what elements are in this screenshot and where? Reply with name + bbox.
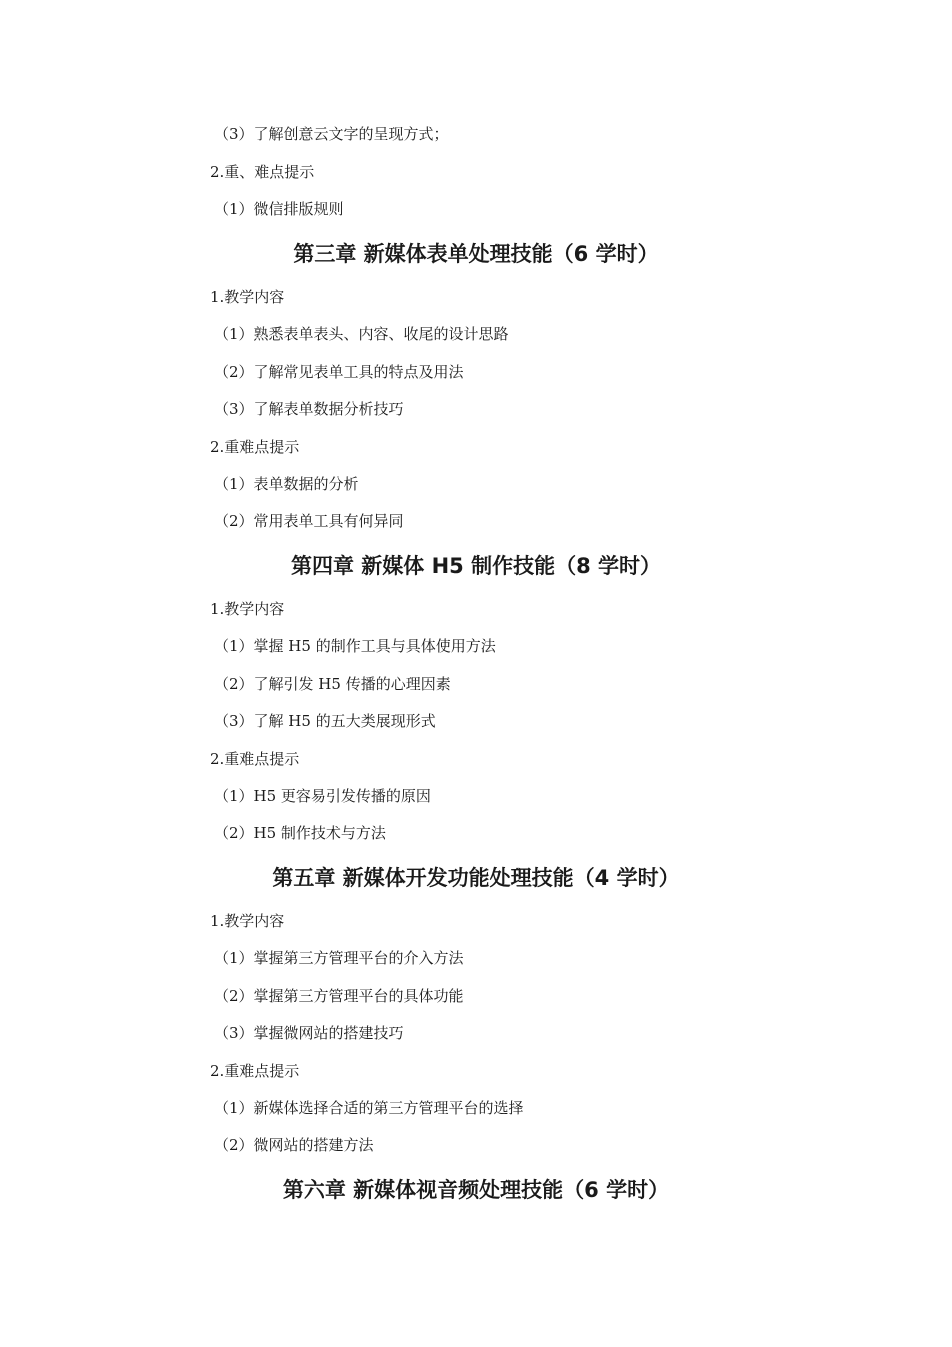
content-item: （1）掌握 H5 的制作工具与具体使用方法 xyxy=(214,637,496,655)
key-points-heading: 2.重难点提示 xyxy=(210,1062,300,1080)
teaching-content-heading: 1.教学内容 xyxy=(210,912,285,930)
key-point-item: （1）微信排版规则 xyxy=(214,200,344,218)
teaching-content-heading: 1.教学内容 xyxy=(210,288,285,306)
content-item: （3）了解创意云文字的呈现方式； xyxy=(214,125,449,143)
chapter-title: 第六章 新媒体视音频处理技能（6 学时） xyxy=(282,1178,670,1202)
content-item: （2）了解引发 H5 传播的心理因素 xyxy=(214,675,451,693)
key-point-item: （2）微网站的搭建方法 xyxy=(214,1136,374,1154)
content-item: （1）掌握第三方管理平台的介入方法 xyxy=(214,949,464,967)
key-point-item: （1）H5 更容易引发传播的原因 xyxy=(214,787,431,805)
content-item: （1）熟悉表单表头、内容、收尾的设计思路 xyxy=(214,325,509,343)
chapter-title: 第五章 新媒体开发功能处理技能（4 学时） xyxy=(272,866,680,890)
content-item: （3）了解表单数据分析技巧 xyxy=(214,400,404,418)
teaching-content-heading: 1.教学内容 xyxy=(210,600,285,618)
content-item: （2）了解常见表单工具的特点及用法 xyxy=(214,363,464,381)
key-point-item: （1）表单数据的分析 xyxy=(214,475,359,493)
key-points-heading: 2.重、难点提示 xyxy=(210,163,315,181)
chapter-title: 第三章 新媒体表单处理技能（6 学时） xyxy=(293,242,659,266)
key-point-item: （2）常用表单工具有何异同 xyxy=(214,512,404,530)
key-points-heading: 2.重难点提示 xyxy=(210,750,300,768)
content-item: （3）了解 H5 的五大类展现形式 xyxy=(214,712,436,730)
key-point-item: （1）新媒体选择合适的第三方管理平台的选择 xyxy=(214,1099,524,1117)
chapter-title: 第四章 新媒体 H5 制作技能（8 学时） xyxy=(290,554,662,578)
key-points-heading: 2.重难点提示 xyxy=(210,438,300,456)
content-item: （3）掌握微网站的搭建技巧 xyxy=(214,1024,404,1042)
key-point-item: （2）H5 制作技术与方法 xyxy=(214,824,386,842)
content-item: （2）掌握第三方管理平台的具体功能 xyxy=(214,987,464,1005)
